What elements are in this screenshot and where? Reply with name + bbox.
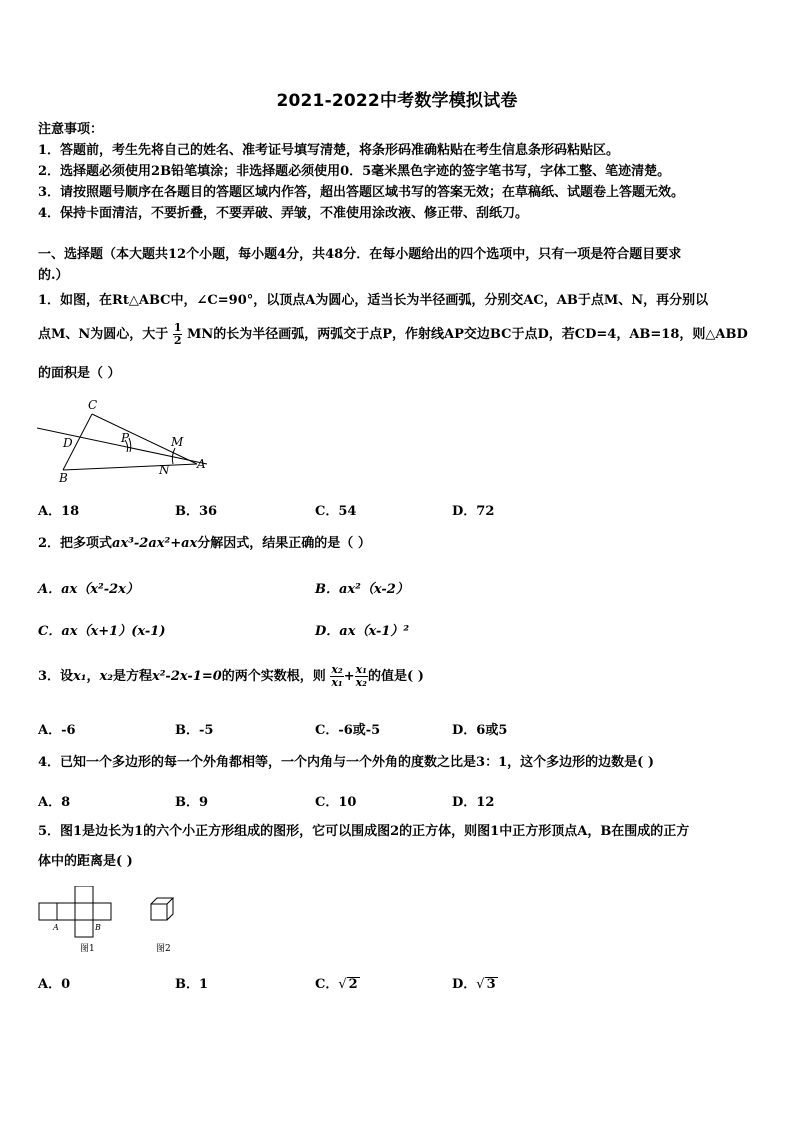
q3-fraction-2 [355,664,368,689]
q3-f2-den: x₂ [355,676,368,689]
q1-line2-a: 点M、N为圆心，大于 [38,327,169,342]
q4-option-a[interactable]: A．8 [38,795,71,810]
q1-label-c: C [88,398,98,412]
q5-option-c[interactable] [315,973,360,992]
q2-option-d[interactable]: D．ax（x-1）² [315,624,410,639]
q4-option-c[interactable]: C．10 [315,795,357,810]
q3-mid: 是方程 [112,669,152,684]
q3-f1-num: x₂ [331,663,343,676]
q1-option-a[interactable]: A．18 [38,504,80,519]
q5-fig2-caption: 图2 [156,944,171,954]
q3-option-b[interactable]: B．-5 [175,723,214,738]
q2-expr: ax³-2ax²+ax [112,536,198,551]
q5-fig1-caption: 图1 [80,944,95,954]
q5-option-c-prefix: C． [315,977,339,992]
q3-x1: x₁ [73,669,87,684]
notice-item-2: 2．选择题必须使用2B铅笔填涂；非选择题必须使用0．5毫米黑色字迹的签字笔书写，字体工整、笔迹清楚。 [38,164,671,179]
q1-fraction [173,322,183,347]
q4-stem: 4．已知一个多边形的每一个外角都相等，一个内角与一个外角的度数之比是3：1，这个多边形的边数是( ) [38,755,654,770]
q3-option-d[interactable]: D．6或5 [452,723,508,738]
q4-option-d[interactable]: D．12 [452,795,495,810]
page-title: 2021-2022中考数学模拟试卷 [276,91,518,111]
notice-item-4: 4．保持卡面清洁，不要折叠，不要弄破、弄皱，不准使用涂改液、修正带、刮纸刀。 [38,206,529,221]
q5-option-a[interactable]: A．0 [38,977,71,992]
q2-post: 分解因式，结果正确的是（ ） [197,536,371,551]
radical-icon: √ [476,977,485,992]
q5-label-a: A [53,923,59,932]
q4-option-b[interactable]: B．9 [175,795,209,810]
q3-fraction-1 [330,664,343,689]
q5-option-d-radicand: 3 [486,977,496,992]
q3-option-c[interactable]: C．-6或-5 [315,723,381,738]
notice-item-1: 1．答题前，考生先将自己的姓名、准考证号填写清楚，将条形码准确粘贴在考生信息条形码粘贴区。 [38,143,620,158]
q3-plus: + [343,669,355,684]
q1-frac-den: 2 [173,334,182,347]
q3-f2-num: x₁ [355,663,368,676]
q1-line1: 1．如图，在Rt△ABC中，∠C=90°，以顶点A为圆心，适当长为半径画弧，分别交AC，AB于点M、N，再分别以 [38,293,709,308]
q5-option-d-prefix: D． [452,977,477,992]
q1-label-p: P [121,431,130,445]
q5-net-figures [36,886,192,960]
notice-heading: 注意事项： [38,122,104,137]
notice-item-3: 3．请按照题号顺序在各题目的答题区域内作答，超出答题区域书写的答案无效；在草稿纸、试题卷上答题无效。 [38,185,685,200]
q1-option-b[interactable]: B．36 [175,504,218,519]
section-heading-line1: 一、选择题（本大题共12个小题，每小题4分，共48分．在每小题给出的四个选项中，只有一项是符合题目要求 [38,247,682,262]
q1-line2-b: MN的长为半径画弧，两弧交于点P，作射线AP交边BC于点D，若CD=4，AB=18，则△ABD [187,327,748,342]
section-heading-line2: 的.） [38,268,69,283]
q1-side-ba [63,464,197,470]
q3-option-a[interactable]: A．-6 [38,723,76,738]
q5-line1: 5．图1是边长为1的六个小正方形组成的图形，它可以围成图2的正方体，则图1中正方形顶点A，B在围成的正方 [38,824,690,839]
q1-option-d[interactable]: D．72 [452,504,495,519]
q3-x2: x₂ [99,669,113,684]
q1-arc-mn [172,448,175,464]
q1-line2 [38,322,748,347]
q1-triangle-figure [37,392,209,484]
q5-option-b[interactable]: B．1 [175,977,209,992]
q3-stem [38,664,424,689]
q1-label-m: M [171,435,184,449]
q1-label-b: B [59,471,68,484]
q1-label-a: A [197,457,206,471]
q5-label-b: B [95,923,101,932]
q3-equation: x²-2x-1=0 [151,669,222,684]
q1-option-c[interactable]: C．54 [315,504,357,519]
q3-pre: 3．设 [38,669,74,684]
q5-line2: 体中的距离是( ) [38,854,133,869]
q2-option-a[interactable]: A．ax（x²-2x） [38,582,139,597]
q5-option-d[interactable] [452,973,498,992]
radical-icon: √ [338,977,347,992]
q2-stem [38,536,371,552]
q1-frac-num: 1 [173,321,182,334]
q2-option-b[interactable]: B．ax²（x-2） [315,582,409,597]
q5-option-c-radicand: 2 [348,977,358,992]
q1-line3: 的面积是（ ） [38,366,121,381]
q5-cube [151,898,173,920]
q3-f1-den: x₁ [331,676,343,689]
q2-option-c[interactable]: C．ax（x+1）(x-1) [38,624,166,639]
q3-post2: 的值是( ) [368,669,424,684]
q1-label-d: D [63,436,73,450]
q3-post1: 的两个实数根，则 [221,669,326,684]
q3-sep: ， [86,669,100,684]
q1-arc-p1 [129,438,131,452]
q2-pre: 2．把多项式 [38,536,113,551]
q1-label-n: N [159,463,170,477]
